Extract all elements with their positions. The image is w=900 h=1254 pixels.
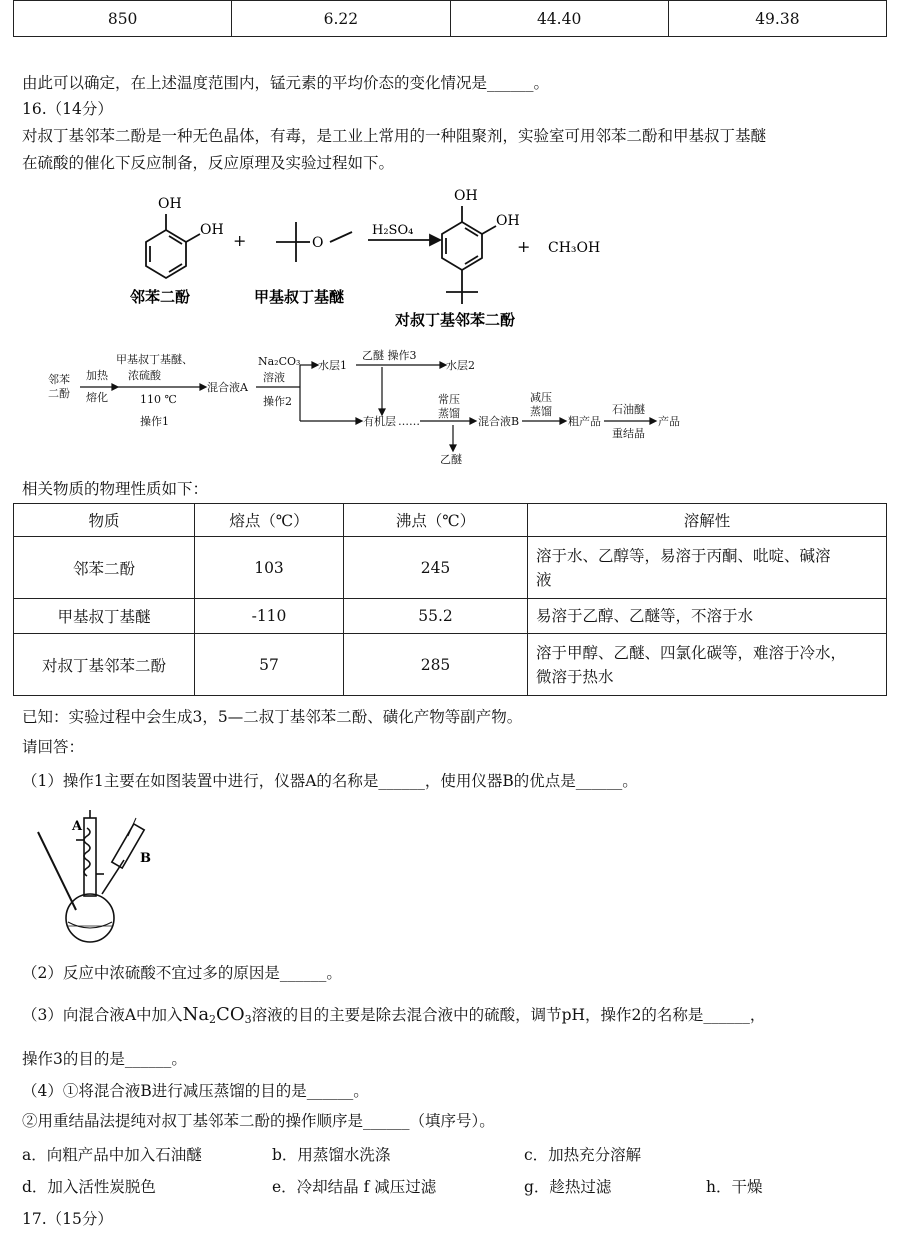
table-cell: 6.22	[232, 1, 450, 37]
flow-recryst: 重结晶	[612, 427, 645, 440]
solubility: 溶于甲醇、乙醚、四氯化碳等，难溶于冷水， 微溶于热水	[528, 634, 887, 696]
q16-header: 16.（14分）	[22, 100, 113, 118]
known-note: 已知：实验过程中会生成3，5—二叔丁基邻苯二酚、磺化产物等副产物。	[22, 708, 523, 726]
table-cell: 49.38	[668, 1, 886, 37]
svg-text:二酚: 二酚	[48, 387, 70, 400]
reaction-scheme	[0, 180, 900, 335]
byproduct-label: CH₃OH	[548, 240, 601, 256]
flow-na2co3: Na₂CO₃	[258, 355, 301, 368]
oh-label: OH	[454, 188, 478, 204]
melting-point: 103	[195, 537, 344, 599]
intro-line: 由此可以确定，在上述温度范围内，锰元素的平均价态的变化情况是______。	[22, 74, 550, 92]
flow-distill-2: 蒸馏	[530, 405, 552, 418]
question-3-line2: 操作3的目的是______。	[22, 1050, 187, 1068]
flow-step1-top: 加热	[86, 369, 108, 382]
table-cell: 850	[14, 1, 232, 37]
question-4-2: ②用重结晶法提纯对叔丁基邻苯二酚的操作顺序是______（填序号）。	[22, 1112, 495, 1130]
flow-op2: 操作2	[263, 395, 292, 408]
oh-label: OH	[200, 222, 224, 238]
flow-reagent-mid: 浓硫酸	[128, 369, 161, 382]
flow-pet-ether: 石油醚	[612, 403, 645, 416]
melting-point: -110	[195, 599, 344, 634]
option-g: g．趁热过滤	[524, 1178, 612, 1196]
question-2: （2）反应中浓硫酸不宜过多的原因是______。	[22, 964, 342, 982]
q16-desc-2: 在硫酸的催化下反应制备，反应原理及实验过程如下。	[22, 154, 395, 172]
flow-reagent-top: 甲基叔丁基醚、	[116, 353, 193, 366]
svg-text:邻苯: 邻苯	[48, 373, 70, 386]
process-flow	[0, 345, 900, 470]
flow-ether: 乙醚	[440, 453, 462, 466]
please-answer: 请回答：	[22, 738, 85, 756]
option-a: a．向粗产品中加入石油醚	[22, 1146, 202, 1164]
flow-step1-bottom: 熔化	[86, 391, 108, 404]
table-header: 物质	[14, 504, 195, 537]
boiling-point: 245	[344, 537, 528, 599]
oh-label: OH	[496, 213, 520, 229]
substance-name: 对叔丁基邻苯二酚	[14, 634, 195, 696]
option-h: h．干燥	[706, 1178, 763, 1196]
solubility: 溶于水、乙醇等，易溶于丙酮、吡啶、碱溶 液	[528, 537, 887, 599]
reactant2-label: 甲基叔丁基醚	[254, 288, 345, 306]
table-row	[14, 537, 887, 599]
flow-op1: 操作1	[140, 415, 169, 428]
table-header: 溶解性	[528, 504, 887, 537]
boiling-point: 285	[344, 634, 528, 696]
flow-water2: 水层2	[446, 359, 475, 372]
table-header: 沸点（℃）	[344, 504, 528, 537]
option-d: d．加入活性炭脱色	[22, 1178, 156, 1196]
top-table	[13, 0, 887, 37]
substance-name: 邻苯二酚	[14, 537, 195, 599]
flow-dots: ……	[398, 415, 420, 428]
option-ef: e．冷却结晶 f 减压过滤	[272, 1178, 437, 1196]
reactant1-label: 邻苯二酚	[130, 288, 191, 306]
substance-name: 甲基叔丁基醚	[14, 599, 195, 634]
product-label: 对叔丁基邻苯二酚	[395, 311, 516, 329]
catalyst-label: H₂SO₄	[372, 223, 414, 238]
o-label: O	[312, 235, 324, 251]
table-row	[14, 634, 887, 696]
flow-ether-op3: 乙醚 操作3	[362, 349, 417, 362]
flow-water1: 水层1	[318, 359, 347, 372]
flow-solution: 溶液	[263, 371, 285, 384]
option-b: b．用蒸馏水洗涤	[272, 1146, 391, 1164]
flow-normal-p: 常压	[438, 393, 460, 406]
flow-crude: 粗产品	[568, 415, 601, 428]
table-cell: 44.40	[450, 1, 668, 37]
oh-label: OH	[158, 196, 182, 212]
flow-reduced-p: 减压	[530, 391, 552, 404]
table-row	[14, 599, 887, 634]
flow-temp: 110 ℃	[140, 393, 177, 406]
label-a: A	[72, 819, 83, 834]
boiling-point: 55.2	[344, 599, 528, 634]
props-intro: 相关物质的物理性质如下：	[22, 480, 209, 498]
plus-sign: +	[233, 231, 247, 250]
flow-mix-a: 混合液A	[207, 381, 248, 394]
flow-organic: 有机层	[363, 415, 396, 428]
apparatus-diagram	[30, 810, 170, 945]
flow-product: 产品	[658, 415, 680, 428]
flow-mix-b: 混合液B	[478, 415, 520, 428]
flow-distill: 蒸馏	[438, 407, 460, 420]
question-1: （1）操作1主要在如图装置中进行，仪器A的名称是______，使用仪器B的优点是______。	[22, 772, 638, 790]
solubility: 易溶于乙醇、乙醚等，不溶于水	[528, 599, 887, 634]
q16-desc-1: 对叔丁基邻苯二酚是一种无色晶体，有毒，是工业上常用的一种阻聚剂，实验室可用邻苯二酚和甲基叔丁基醚	[22, 127, 767, 145]
label-b: B	[140, 851, 151, 866]
question-4-1: （4）①将混合液B进行减压蒸馏的目的是______。	[22, 1082, 369, 1100]
q17-header: 17.（15分）	[22, 1210, 113, 1228]
option-c: c．加热充分溶解	[524, 1146, 642, 1164]
melting-point: 57	[195, 634, 344, 696]
question-3: （3）向混合液A中加入$Na_2CO_3$溶液的目的主要是除去混合液中的硫酸，调节pH，操作2的名称是______，	[22, 1004, 766, 1026]
props-table	[13, 503, 887, 696]
table-header: 熔点（℃）	[195, 504, 344, 537]
plus-sign: +	[517, 237, 531, 256]
